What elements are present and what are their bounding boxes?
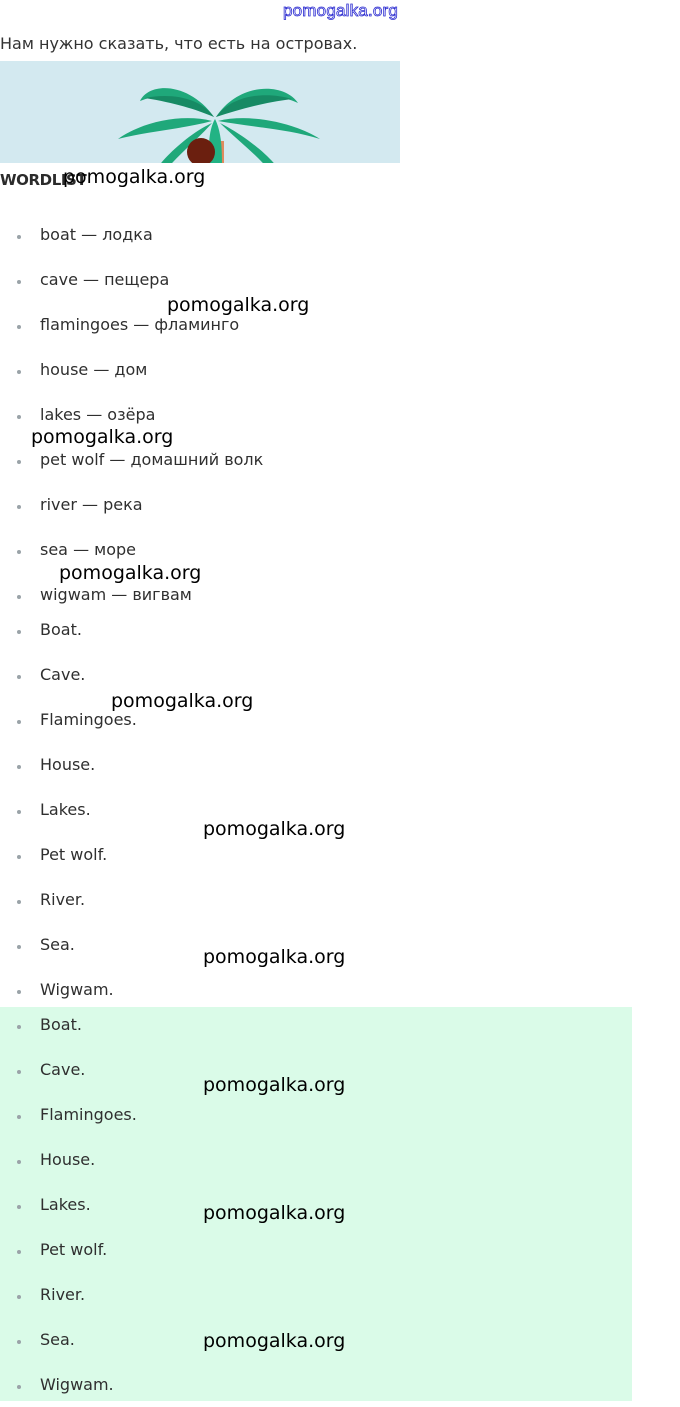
bullet-icon: [17, 1385, 21, 1389]
bullet-icon: [17, 325, 21, 329]
bullet-icon: [17, 765, 21, 769]
watermark: pomogalka.org: [31, 426, 174, 448]
palm-tree-illustration: [0, 61, 400, 163]
bullet-icon: [17, 1340, 21, 1344]
watermark: pomogalka.org: [203, 946, 346, 968]
bullet-icon: [17, 505, 21, 509]
bullet-icon: [17, 460, 21, 464]
bullet-icon: [17, 855, 21, 859]
watermark: pomogalka.org: [203, 1202, 346, 1224]
bullet-icon: [17, 595, 21, 599]
bullet-icon: [17, 990, 21, 994]
bullet-icon: [17, 1070, 21, 1074]
bullet-icon: [17, 415, 21, 419]
watermark: pomogalka.org: [59, 562, 202, 584]
bullet-icon: [17, 1205, 21, 1209]
wordlist-heading: WORDLIST: [0, 171, 87, 189]
bullet-icon: [17, 280, 21, 284]
bullet-icon: [17, 900, 21, 904]
bullet-icon: [17, 1160, 21, 1164]
intro-text: Нам нужно сказать, что есть на островах.: [0, 34, 358, 53]
bullet-icon: [17, 630, 21, 634]
bullet-icon: [17, 945, 21, 949]
bullet-icon: [17, 550, 21, 554]
answer-block: Boat. Cave. Flamingoes. House. Lakes. Pet wolf. River. Sea. Wigwam.: [0, 1007, 632, 1401]
watermark: pomogalka.org: [111, 690, 254, 712]
palm-tree-icon: [0, 61, 400, 163]
bullet-icon: [17, 720, 21, 724]
watermark: pomogalka.org: [167, 294, 310, 316]
watermark: pomogalka.org: [203, 1330, 346, 1352]
bullet-icon: [17, 810, 21, 814]
watermark: pomogalka.org: [203, 1074, 346, 1096]
bullet-icon: [17, 235, 21, 239]
bullet-icon: [17, 1250, 21, 1254]
bullet-icon: [17, 370, 21, 374]
bullet-icon: [17, 1115, 21, 1119]
site-link[interactable]: pomogalka.org: [283, 1, 399, 20]
bullet-icon: [17, 675, 21, 679]
bullet-icon: [17, 1295, 21, 1299]
watermark: pomogalka.org: [203, 818, 346, 840]
watermark: pomogalka.org: [63, 166, 206, 188]
bullet-icon: [17, 1025, 21, 1029]
